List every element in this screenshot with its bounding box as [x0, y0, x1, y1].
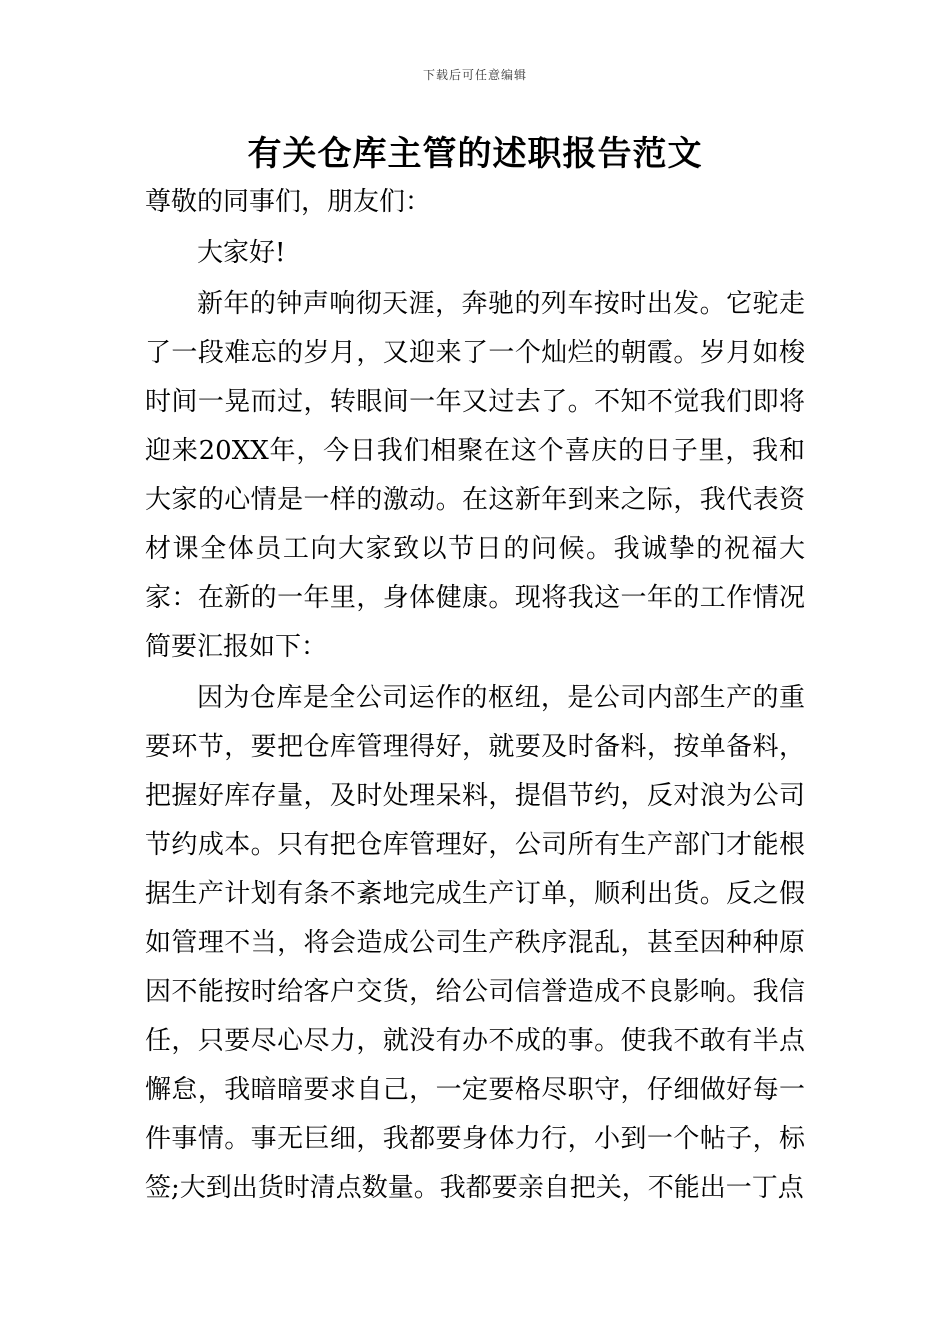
salutation: 尊敬的同事们，朋友们：: [145, 187, 432, 217]
header-note: 下载后可任意编辑: [422, 68, 527, 82]
greeting: 大家好!: [197, 238, 286, 268]
paragraph-1: 新年的钟声响彻天涯，奔驰的列车按时出发。它驼走了一段难忘的岁月，又迎来了一个灿烂的朝霞。岁月如梭时间一晃而过，转眼间一年又过去了。不知不觉我们即将迎来20XX年，今日我们相聚在这个喜庆的日子里，我和大家的心情是一样的激动。在这新年到来之际，我代表资材课全体员工向大家致以节日的问候。我诚挚的祝福大家：在新的一年里，身体健康。现将我这一年的工作情况简要汇报如下：: [145, 289, 805, 662]
paragraph-2: 因为仓库是全公司运作的枢纽，是公司内部生产的重要环节，要把仓库管理得好，就要及时备料，按单备料，把握好库存量，及时处理呆料，提倡节约，反对浪为公司节约成本。只有把仓库管理好，公司所有生产部门才能根据生产计划有条不紊地完成生产订单，顺利出货。反之假如管理不当，将会造成公司生产秩序混乱，甚至因种种原因不能按时给客户交货，给公司信誉造成不良影响。我信任，只要尽心尽力，就没有办不成的事。使我不敢有半点懈怠，我暗暗要求自己，一定要格尽职守，仔细做好每一件事情。事无巨细，我都要身体力行，小到一个帖子，标签;大到出货时清点数量。我都要亲自把关，不能出一丁点: [145, 683, 805, 1203]
document-title: 有关仓库主管的述职报告范文: [247, 134, 703, 174]
document-body: [145, 178, 805, 1213]
